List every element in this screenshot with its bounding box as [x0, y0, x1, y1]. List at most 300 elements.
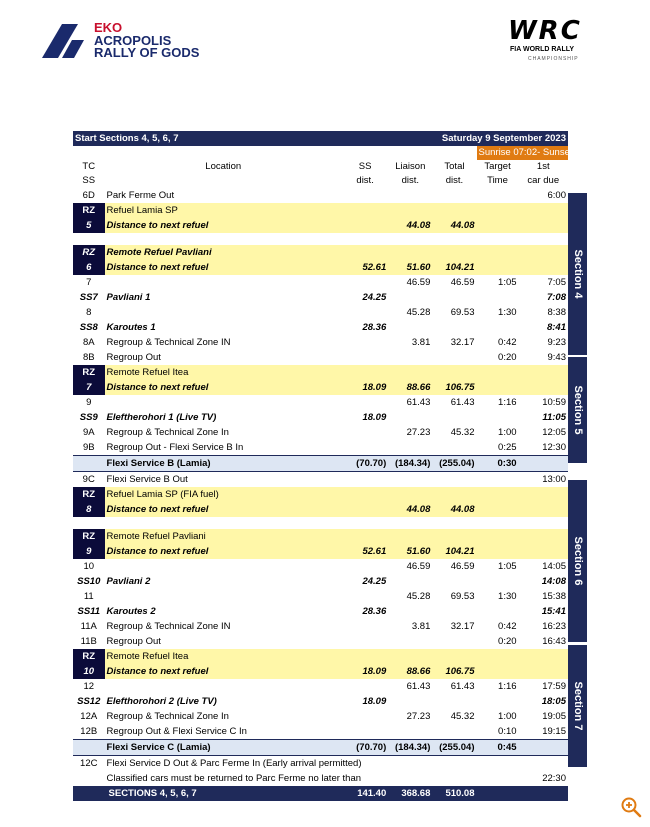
target-time-cell: 1:30	[498, 306, 517, 318]
table-row	[73, 350, 568, 365]
car-due-cell	[519, 487, 568, 502]
location-cell	[105, 679, 343, 694]
tc-cell: 8	[86, 306, 92, 318]
liaison-dist-cell	[388, 529, 432, 544]
tc-cell: 8B	[82, 351, 95, 363]
table-row	[73, 260, 568, 275]
total-dist-cell: 69.53	[450, 306, 475, 318]
tc-cell: 11A	[80, 620, 97, 632]
ss-dist-cell: 24.25	[362, 575, 387, 587]
tc-cell: 9A	[82, 426, 95, 438]
tc-cell: 6	[73, 260, 105, 275]
wrc-subtitle-2: CHAMPIONSHIP	[528, 56, 579, 62]
total-dist-cell: 104.21	[432, 544, 476, 559]
liaison-dist-cell	[388, 188, 432, 203]
liaison-dist-cell	[388, 320, 432, 335]
location-cell: Flexi Service B (Lamia)	[105, 456, 343, 472]
liaison-dist-cell: (184.34)	[388, 740, 432, 756]
tc-cell: 12B	[80, 725, 98, 737]
table-row	[73, 619, 568, 634]
rally-name-line1: ACROPOLIS	[94, 32, 172, 48]
location-cell: Regroup & Technical Zone In	[106, 710, 229, 722]
location-cell	[105, 589, 343, 604]
car-due-cell: 8:41	[546, 321, 566, 333]
total-dist-cell: (255.04)	[432, 456, 476, 472]
total-dist-cell	[432, 290, 476, 305]
liaison-dist-cell	[388, 290, 432, 305]
liaison-dist-cell	[388, 365, 432, 380]
target-time-cell	[477, 320, 519, 335]
ss-dist-cell	[342, 350, 388, 365]
ss-dist-cell	[342, 245, 388, 260]
target-time-cell	[477, 502, 519, 517]
table-row	[73, 218, 568, 233]
total-dist-cell	[432, 771, 476, 786]
location-cell	[105, 395, 343, 410]
tc-cell: 6D	[82, 189, 95, 201]
location-cell: Karoutes 2	[106, 605, 156, 617]
col-liaison: Liaison	[395, 161, 426, 172]
target-time-cell: 0:30	[477, 456, 519, 472]
liaison-dist-cell	[388, 472, 432, 488]
table-row	[73, 634, 568, 649]
total-dist-cell: 32.17	[450, 620, 475, 632]
total-dist-cell	[432, 203, 476, 218]
location-cell	[105, 305, 343, 320]
ss-dist-cell	[342, 188, 388, 203]
car-due-cell	[519, 260, 568, 275]
table-row	[73, 305, 568, 320]
ss-dist-cell	[342, 218, 388, 233]
table-row	[73, 559, 568, 574]
ss-dist-cell: 28.36	[362, 321, 387, 333]
tc-cell	[73, 771, 105, 786]
zoom-in-icon[interactable]	[620, 796, 642, 818]
table-row	[73, 320, 568, 335]
liaison-dist-cell: 45.28	[406, 306, 431, 318]
col-ss-2: dist.	[356, 175, 374, 186]
ss-dist-cell	[342, 649, 388, 664]
table-row	[73, 395, 568, 410]
total-dist-cell	[432, 574, 476, 589]
rally-name-line2: RALLY OF GODS	[94, 45, 200, 60]
target-time-cell	[477, 487, 519, 502]
liaison-dist-cell: 51.60	[388, 260, 432, 275]
car-due-cell	[519, 218, 568, 233]
target-time-cell	[477, 245, 519, 260]
liaison-dist-cell: 44.08	[388, 218, 432, 233]
location-cell: Refuel Lamia SP	[105, 203, 343, 218]
tc-cell: 12	[83, 680, 95, 692]
total-dist-cell: 44.08	[432, 218, 476, 233]
spacer-row	[73, 517, 568, 529]
table-row	[73, 335, 568, 350]
ss-dist-cell	[342, 559, 388, 574]
location-cell: Pavliani 1	[106, 291, 151, 303]
totals-row	[73, 786, 568, 801]
liaison-dist-cell	[388, 756, 432, 772]
car-due-cell: 22:30	[542, 772, 566, 784]
target-time-cell	[477, 188, 519, 203]
liaison-dist-cell: 45.28	[406, 590, 431, 602]
target-time-cell	[477, 410, 519, 425]
section-7-label: Section 7	[571, 681, 584, 731]
target-time-cell	[477, 260, 519, 275]
tc-cell: RZ	[73, 203, 105, 218]
location-cell: Remote Refuel Itea	[105, 365, 343, 380]
tc-cell: SS11	[77, 605, 101, 617]
tc-cell: RZ	[73, 649, 105, 664]
liaison-dist-cell	[388, 771, 432, 786]
table-row	[73, 472, 568, 488]
tc-cell: SS8	[79, 321, 98, 333]
tc-cell: 9B	[82, 441, 95, 453]
table-row	[73, 290, 568, 305]
ss-dist-cell	[342, 529, 388, 544]
col-ss: SS	[358, 161, 372, 172]
car-due-cell: 16:23	[542, 620, 566, 632]
sunrise-sunset: Sunrise 07:02- Sunset 19:45	[478, 147, 599, 158]
tc-cell: SS10	[77, 575, 101, 587]
location-cell: Elefthorohori 2 (Live TV)	[106, 695, 217, 707]
tc-cell: 9C	[82, 473, 95, 485]
total-dist-cell	[432, 529, 476, 544]
car-due-cell: 6:00	[547, 189, 566, 201]
location-cell: Eleftherohori 1 (Live TV)	[106, 411, 217, 423]
tc-cell: SS12	[77, 695, 101, 707]
wrc-subtitle: FIA WORLD RALLY	[510, 46, 575, 53]
tc-cell: SS9	[79, 411, 98, 423]
flexi-service-row	[73, 740, 568, 756]
car-due-cell	[519, 756, 568, 772]
target-time-cell: 0:45	[477, 740, 519, 756]
ss-dist-cell: 18.09	[342, 664, 388, 679]
ss-dist-cell: (70.70)	[342, 456, 388, 472]
car-due-cell	[519, 203, 568, 218]
table-row	[73, 724, 568, 740]
tc-cell: 7	[73, 380, 105, 395]
location-cell: Classified cars must be returned to Parc Ferme no later than	[106, 772, 362, 784]
target-time-cell: 0:42	[498, 620, 517, 632]
table-row	[73, 365, 568, 380]
tc-cell: 11	[83, 590, 94, 602]
car-due-cell: 14:08	[541, 575, 566, 587]
sun-row	[73, 146, 568, 160]
target-time-cell: 1:05	[498, 560, 517, 572]
car-due-cell	[519, 456, 568, 472]
tc-cell: RZ	[73, 487, 105, 502]
col-total: Total	[444, 161, 465, 172]
car-due-cell: 19:15	[542, 725, 566, 737]
location-cell: Regroup Out & Flexi Service C In	[106, 725, 247, 737]
section-4-label: Section 4	[571, 249, 584, 299]
target-time-cell	[477, 756, 519, 772]
location-cell	[105, 559, 343, 574]
tc-cell: RZ	[73, 365, 105, 380]
ss-dist-cell: 52.61	[342, 544, 388, 559]
tc-cell: 12A	[80, 710, 98, 722]
location-cell: SECTIONS 4, 5, 6, 7	[105, 786, 343, 801]
total-dist-cell: 46.59	[450, 560, 475, 572]
location-cell: Distance to next refuel	[105, 218, 343, 233]
ss-dist-cell	[342, 634, 388, 649]
car-due-cell: 9:23	[547, 336, 566, 348]
liaison-dist-cell	[388, 487, 432, 502]
total-dist-cell	[432, 320, 476, 335]
acropolis-mark-icon	[40, 22, 90, 60]
ss-dist-cell: 52.61	[342, 260, 388, 275]
location-cell: Flexi Service C (Lamia)	[105, 740, 343, 756]
total-dist-cell: 46.59	[450, 276, 475, 288]
eko-brand: EKO	[94, 20, 123, 35]
wrc-logo	[508, 16, 612, 66]
location-cell: Pavliani 2	[106, 575, 151, 587]
car-due-cell	[519, 245, 568, 260]
target-time-cell: 1:05	[498, 276, 517, 288]
ss-dist-cell	[342, 335, 388, 350]
ss-dist-cell	[342, 365, 388, 380]
ss-dist-cell	[342, 275, 388, 290]
liaison-dist-cell	[388, 724, 432, 740]
table-row	[73, 188, 568, 203]
car-due-cell: 15:41	[541, 605, 566, 617]
location-cell: Flexi Service B Out	[106, 473, 188, 485]
section-4-band	[568, 193, 587, 355]
ss-dist-cell	[342, 203, 388, 218]
total-dist-cell	[432, 694, 476, 709]
eko-acropolis-logo	[40, 22, 200, 62]
ss-dist-cell	[342, 709, 388, 724]
car-due-cell	[519, 365, 568, 380]
wrc-wordmark: WRC	[508, 16, 582, 46]
section-6-band	[568, 480, 587, 642]
target-time-cell: 0:20	[498, 351, 517, 363]
location-cell: Regroup & Technical Zone In	[106, 426, 229, 438]
car-due-cell: 12:05	[542, 426, 566, 438]
car-due-cell	[519, 664, 568, 679]
tc-cell: 8A	[82, 336, 95, 348]
col-tc-2: SS	[82, 175, 96, 186]
table-row	[73, 275, 568, 290]
table-row	[73, 694, 568, 709]
table-row	[73, 649, 568, 664]
car-due-cell	[519, 786, 568, 801]
table-row	[73, 380, 568, 395]
liaison-dist-cell	[388, 410, 432, 425]
eko-logo-text	[94, 22, 199, 60]
liaison-dist-cell: 61.43	[406, 680, 431, 692]
ss-dist-cell	[342, 502, 388, 517]
tc-cell	[73, 740, 105, 756]
total-dist-cell	[432, 487, 476, 502]
table-row	[73, 245, 568, 260]
car-due-cell	[519, 502, 568, 517]
total-dist-cell: 106.75	[432, 664, 476, 679]
tc-cell: 10	[73, 664, 105, 679]
target-time-cell	[477, 786, 519, 801]
liaison-dist-cell	[388, 649, 432, 664]
tc-cell: SS7	[79, 291, 98, 303]
target-time-cell	[477, 544, 519, 559]
car-due-cell	[519, 544, 568, 559]
ss-dist-cell	[342, 440, 388, 456]
liaison-dist-cell: 88.66	[388, 664, 432, 679]
target-time-cell: 1:16	[498, 680, 517, 692]
tc-cell: 5	[73, 218, 105, 233]
section-6-label: Section 6	[571, 536, 584, 586]
car-due-cell: 16:43	[542, 635, 566, 647]
liaison-dist-cell: 46.59	[406, 276, 431, 288]
location-cell	[105, 275, 343, 290]
location-cell: Distance to next refuel	[105, 380, 343, 395]
col-tc: TC	[82, 161, 96, 172]
ss-dist-cell: 141.40	[342, 786, 388, 801]
table-row	[73, 709, 568, 724]
liaison-dist-cell	[388, 604, 432, 619]
target-time-cell	[477, 218, 519, 233]
target-time-cell: 1:30	[498, 590, 517, 602]
target-time-cell	[477, 472, 519, 488]
location-cell: Refuel Lamia SP (FIA fuel)	[105, 487, 343, 502]
tc-cell: 11B	[80, 635, 97, 647]
total-dist-cell: 510.08	[432, 786, 476, 801]
section-5-label: Section 5	[571, 385, 584, 435]
col-location: Location	[205, 161, 242, 172]
liaison-dist-cell: 3.81	[411, 620, 431, 632]
car-due-cell: 13:00	[542, 473, 566, 485]
table-row	[73, 203, 568, 218]
liaison-dist-cell: (184.34)	[388, 456, 432, 472]
total-dist-cell: 45.32	[450, 710, 475, 722]
total-dist-cell: 69.53	[450, 590, 475, 602]
liaison-dist-cell	[388, 245, 432, 260]
total-dist-cell	[432, 245, 476, 260]
tc-cell: 9	[86, 396, 92, 408]
liaison-dist-cell	[388, 574, 432, 589]
target-time-cell	[477, 694, 519, 709]
car-due-cell	[519, 380, 568, 395]
total-dist-cell	[432, 350, 476, 365]
ss-dist-cell	[342, 395, 388, 410]
car-due-cell: 12:30	[542, 441, 566, 453]
liaison-dist-cell: 44.08	[388, 502, 432, 517]
car-due-cell: 7:08	[546, 291, 566, 303]
table-row	[73, 440, 568, 456]
total-dist-cell	[432, 188, 476, 203]
table-row	[73, 410, 568, 425]
target-time-cell: 1:16	[498, 396, 517, 408]
ss-dist-cell	[342, 425, 388, 440]
table-row	[73, 589, 568, 604]
location-cell: Regroup Out	[106, 635, 161, 647]
liaison-dist-cell	[388, 440, 432, 456]
col-liaison-2: dist.	[401, 175, 420, 186]
total-dist-cell	[432, 365, 476, 380]
total-dist-cell: 61.43	[450, 396, 475, 408]
tc-cell: 7	[86, 276, 92, 288]
table-row	[73, 544, 568, 559]
ss-dist-cell: 18.09	[362, 411, 387, 423]
car-due-cell: 7:05	[547, 276, 566, 288]
location-cell: Distance to next refuel	[105, 544, 343, 559]
location-cell: Regroup & Technical Zone IN	[106, 620, 231, 632]
car-due-cell: 8:38	[547, 306, 566, 318]
total-dist-cell: 44.08	[432, 502, 476, 517]
location-cell: Remote Refuel Pavliani	[105, 245, 343, 260]
target-time-cell	[477, 529, 519, 544]
table-row	[73, 529, 568, 544]
liaison-dist-cell	[388, 203, 432, 218]
table-date: Saturday 9 September 2023	[432, 131, 568, 146]
car-due-cell: 19:05	[542, 710, 566, 722]
location-cell: Remote Refuel Pavliani	[105, 529, 343, 544]
col-due: 1st	[536, 161, 550, 172]
ss-dist-cell: 28.36	[362, 605, 387, 617]
spacer-row	[73, 233, 568, 245]
target-time-cell	[477, 290, 519, 305]
location-cell: Regroup Out	[106, 351, 161, 363]
location-cell: Distance to next refuel	[105, 502, 343, 517]
target-time-cell	[477, 365, 519, 380]
ss-dist-cell: 24.25	[362, 291, 387, 303]
car-due-cell: 18:05	[541, 695, 566, 707]
total-dist-cell	[432, 604, 476, 619]
liaison-dist-cell: 3.81	[411, 336, 431, 348]
table-title: Start Sections 4, 5, 6, 7	[73, 131, 432, 146]
location-cell: Distance to next refuel	[105, 260, 343, 275]
target-time-cell	[477, 649, 519, 664]
tc-cell	[73, 786, 105, 801]
ss-dist-cell: (70.70)	[342, 740, 388, 756]
section-5-band	[568, 357, 587, 463]
total-dist-cell: 32.17	[450, 336, 475, 348]
location-cell: Flexi Service D Out & Parc Ferme In (Early arrival permitted)	[106, 757, 362, 769]
total-dist-cell: 106.75	[432, 380, 476, 395]
liaison-dist-cell	[388, 634, 432, 649]
tc-cell: 12C	[80, 757, 98, 769]
col-target-2: Time	[487, 175, 508, 186]
car-due-cell	[519, 740, 568, 756]
total-dist-cell	[432, 634, 476, 649]
table-row	[73, 502, 568, 517]
liaison-dist-cell: 51.60	[388, 544, 432, 559]
tc-cell: 10	[83, 560, 95, 572]
liaison-dist-cell: 368.68	[388, 786, 432, 801]
location-cell: Karoutes 1	[106, 321, 156, 333]
total-dist-cell: 45.32	[450, 426, 475, 438]
ss-dist-cell	[342, 487, 388, 502]
target-time-cell	[477, 604, 519, 619]
tc-cell	[73, 456, 105, 472]
total-dist-cell: (255.04)	[432, 740, 476, 756]
flexi-service-row	[73, 456, 568, 472]
target-time-cell: 0:42	[498, 336, 517, 348]
car-due-cell: 11:05	[542, 411, 566, 423]
table-row	[73, 679, 568, 694]
total-dist-cell: 61.43	[450, 680, 475, 692]
tc-cell: 8	[73, 502, 105, 517]
location-cell: Regroup Out - Flexi Service B In	[106, 441, 244, 453]
ss-dist-cell	[342, 305, 388, 320]
col-due-2: car due	[527, 175, 560, 186]
car-due-cell	[519, 529, 568, 544]
total-dist-cell	[432, 440, 476, 456]
table-row	[73, 487, 568, 502]
ss-dist-cell	[342, 589, 388, 604]
location-cell: Regroup & Technical Zone IN	[106, 336, 231, 348]
target-time-cell: 0:20	[498, 635, 517, 647]
tc-cell: RZ	[73, 529, 105, 544]
